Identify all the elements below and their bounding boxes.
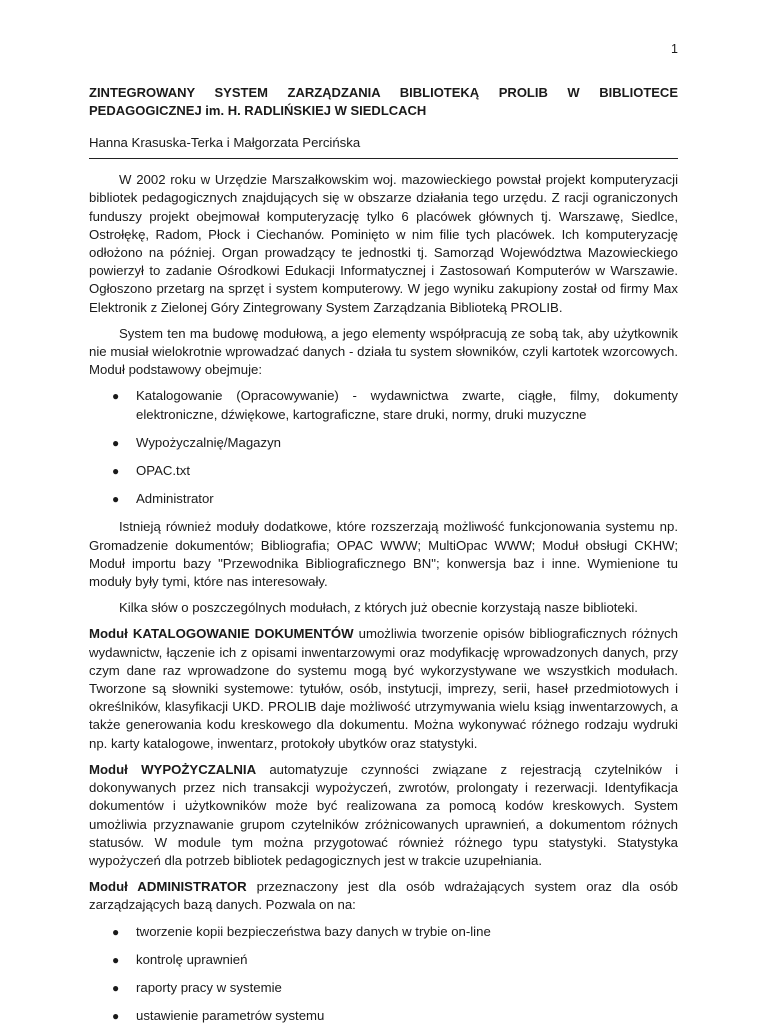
bullet-icon: ● — [112, 952, 120, 967]
bullet-icon: ● — [112, 435, 120, 450]
bullet-icon: ● — [112, 389, 120, 404]
module-list — [89, 387, 678, 508]
document-title: ZINTEGROWANY SYSTEM ZARZĄDZANIA BIBLIOTEKĄ PROLIB W BIBLIOTECE PEDAGOGICZNEJ im. H. RADLIŃSKIEJ W SIEDLCACH — [89, 85, 678, 118]
page-number: 1 — [671, 42, 678, 56]
list-item: ● tworzenie kopii bezpieczeństwa bazy danych w trybie on-line — [89, 923, 678, 941]
authors: Hanna Krasuska-Terka i Małgorzata Percińska — [89, 135, 361, 150]
list-item: ● OPAC.txt — [89, 462, 678, 480]
list-item: ● raporty pracy w systemie — [89, 979, 678, 997]
paragraph-additional-modules: Istnieją również moduły dodatkowe, które rozszerzają możliwość funkcjonowania systemu np. Gromadzenie dokumentów; Bibliografia; OPAC WWW; MultiOpac WWW; Moduł obsługi CKHW; Moduł importu bazy "Przewodnika Bibliograficznego BN"; konwersja baz i inne. Wymienione tu moduły były tymi, które nas interesowały. — [89, 519, 678, 590]
title-divider — [89, 158, 678, 159]
paragraph-few-words: Kilka słów o poszczególnych modułach, z których już obecnie korzystają nasze biblioteki. — [119, 600, 638, 616]
paragraph-katalogowanie: Moduł KATALOGOWANIE DOKUMENTÓW umożliwia tworzenie opisów bibliograficznych różnych wydawnictw, łączenie ich z opisami inwentarzowymi oraz modyfikację wprowadzonych danych, przy czym dane raz wprowadzone do systemu mogą być wykorzystywane we wszystkich modułach. Tworzone są słowniki systemowe: tytułów, osób, instytucji, imprezy, serii, haseł przedmiotowych i określników, klasyfikacji UKD. PROLIB daje możliwość utrzymywania wielu ksiąg inwentarzowych, a także generowania kodu kreskowego dla dokumentu. Można wykonywać różnego rodzaju wydruki np. karty katalogowe, inwentarz, protokoły ubytków oraz statystyki. — [89, 626, 678, 751]
administrator-heading: Moduł ADMINISTRATOR — [89, 879, 247, 895]
admin-list — [89, 923, 678, 1026]
bullet-icon: ● — [112, 492, 120, 507]
paragraph-administrator: Moduł ADMINISTRATOR przeznaczony jest dla osób wdrażających system oraz dla osób zarządzających bazą danych. Pozwala on na: — [89, 879, 679, 913]
list-item: ● Wypożyczalnię/Magazyn — [89, 434, 678, 452]
bullet-icon: ● — [112, 980, 120, 995]
wypozyczalnia-heading: Moduł WYPOŻYCZALNIA — [89, 761, 257, 777]
bullet-icon: ● — [112, 464, 120, 479]
list-item: ● ustawienie parametrów systemu — [89, 1007, 678, 1025]
document-body — [89, 84, 678, 1035]
paragraph-wypozyczalnia: Moduł WYPOŻYCZALNIA automatyzuje czynności związane z rejestracją czytelników i dokonywanych przez nich transakcji wypożyczeń, zwrotów, prolongaty i rezerwacji. Identyfikacja dokumentów i użytkowników może być realizowana za pomocą kodów kreskowych. System umożliwia przyznawanie grupom czytelników zróżnicowanych uprawnień, a dokumentom różnych statusów. W module tym można przygotować również różnego typu statystyki. Statystyka wypożyczeń dla potrzeb bibliotek pedagogicznych jest w trakcie uzupełniania. — [89, 761, 678, 868]
paragraph-intro: W 2002 roku w Urzędzie Marszałkowskim woj. mazowieckiego powstał projekt komputeryzacji bibliotek pedagogicznych znajdujących się w obszarze działania tego urzędu. Z racji ograniczonych funduszy projekt obejmował komputeryzację tylko 6 placówek głównych tj. Warszawę, Siedlce, Ostrołękę, Radom, Płock i Ciechanów. Pominięto w nim filie tych placówek. Ich komputeryzację odłożono na później. Organ prowadzący te jednostki tj. Samorząd Województwa Mazowieckiego powierzył to zadanie Ośrodkowi Edukacji Informatycznej i Zastosowań Komputerów w Warszawie. Ogłoszono przetarg na sprzęt i system komputerowy. W jego wyniku zakupiony został od firmy Max Elektronik z Zielonej Góry Zintegrowany System Zarządzania Biblioteką PROLIB. — [89, 172, 678, 315]
paragraph-system: System ten ma budowę modułową, a jego elementy współpracują ze sobą tak, aby użytkownik nie musiał wielokrotnie wprowadzać danych - działa tu system słowników, czyli kartotek wzorcowych. Moduł podstawowy obejmuje: — [89, 325, 678, 378]
bullet-icon: ● — [112, 924, 120, 939]
katalogowanie-heading: Moduł KATALOGOWANIE DOKUMENTÓW — [89, 626, 354, 642]
list-item: ● Katalogowanie (Opracowywanie) - wydawnictwa zwarte, ciągłe, filmy, dokumenty elektroniczne, dźwiękowe, kartograficzne, stare druki, normy, druki muzyczne — [112, 388, 678, 422]
list-item: ● kontrolę uprawnień — [89, 951, 678, 969]
bullet-icon: ● — [112, 1009, 120, 1024]
list-item: ● Administrator — [89, 490, 678, 508]
